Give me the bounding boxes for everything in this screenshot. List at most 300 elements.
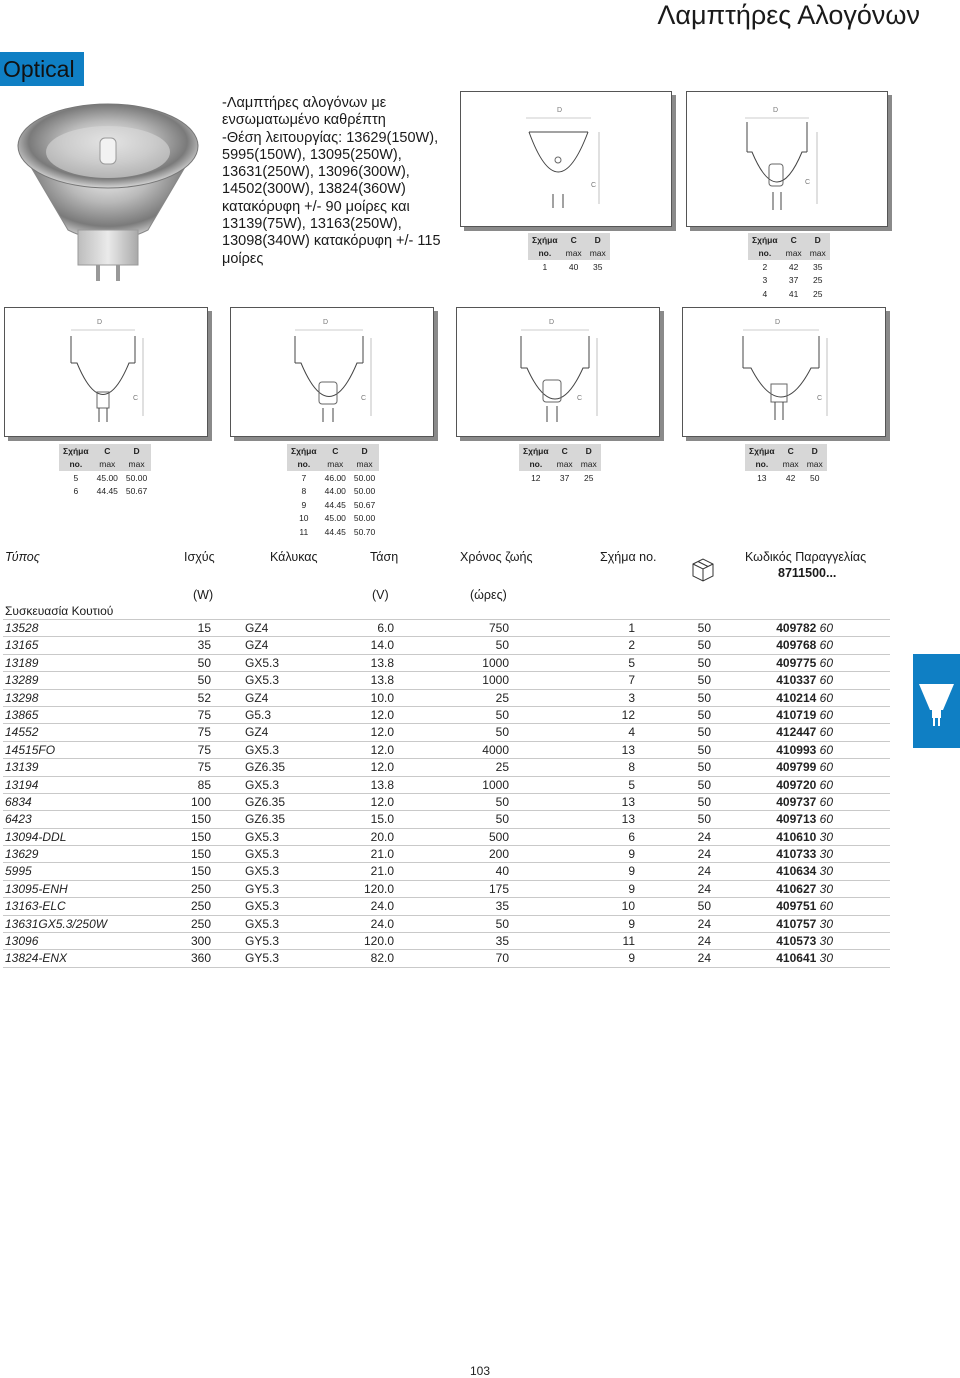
cell-packaging: 50: [697, 899, 711, 914]
spec-no-header: no.: [287, 458, 321, 472]
dim-label-d: D: [557, 107, 563, 114]
cell-power: 75: [197, 760, 211, 775]
spec-figure-header: Σχήμα: [528, 233, 562, 247]
cell-type: 13163-ELC: [5, 899, 66, 914]
cell-base: GY5.3: [245, 951, 280, 966]
cell-power: 100: [190, 794, 211, 809]
spec-table-2: [748, 233, 830, 301]
spec-max: max: [350, 458, 379, 472]
cell-power: 15: [197, 621, 211, 635]
order-code: 409737: [776, 794, 817, 809]
spec-max: max: [553, 458, 577, 472]
cell-base: GX5.3: [245, 655, 280, 670]
cell-voltage: 120.0: [363, 881, 394, 896]
order-suffix: 60: [819, 760, 833, 775]
spec-cell: 42: [788, 261, 799, 272]
cell-order-code: [753, 760, 833, 774]
cell-type: 13095-ENH: [5, 881, 68, 896]
spec-cell: 6: [73, 486, 79, 497]
order-code: 410610: [776, 829, 817, 844]
spec-figure-header: Σχήμα: [59, 444, 93, 458]
cell-figure: 13: [621, 742, 635, 757]
cell-voltage: 120.0: [363, 934, 394, 949]
cell-figure: 9: [628, 881, 635, 896]
header-order-code: Κωδικός Παραγγελίας: [745, 550, 867, 564]
cell-order-code: [753, 882, 833, 896]
table-row: [3, 845, 890, 862]
cell-type: 13096: [5, 934, 39, 949]
cell-power: 75: [197, 725, 211, 740]
cell-figure: 5: [628, 655, 635, 670]
spec-cell: 3: [762, 275, 768, 286]
dim-label-d: D: [775, 319, 781, 326]
cell-voltage: 12.0: [370, 725, 394, 740]
table-row: [3, 915, 890, 932]
cell-order-code: [753, 864, 833, 878]
cell-base: GZ4: [245, 638, 269, 653]
spec-cell: 7: [301, 472, 307, 483]
spec-cell: 1: [542, 261, 548, 272]
cell-power: 50: [197, 655, 211, 670]
cell-order-code: [753, 795, 833, 809]
spec-figure-header: Σχήμα: [287, 444, 321, 458]
cell-life: 70: [495, 951, 509, 966]
table-row: [3, 689, 890, 706]
table-row: [3, 949, 890, 967]
cell-life: 1000: [482, 673, 509, 688]
cell-power: 75: [197, 707, 211, 722]
table-row: [3, 741, 890, 758]
dim-label-d: D: [323, 319, 329, 326]
order-code: 410993: [776, 742, 817, 757]
cell-order-code: [753, 778, 833, 792]
cell-order-code: [753, 812, 833, 826]
header-voltage-unit: (V): [372, 588, 389, 602]
order-suffix: 60: [819, 725, 833, 740]
dim-label-c: C: [133, 395, 139, 402]
cell-type: 13189: [5, 655, 39, 670]
order-code: 410573: [776, 934, 817, 949]
cell-figure: 7: [628, 673, 635, 688]
cell-base: G5.3: [245, 707, 272, 722]
spec-cell: 41: [788, 288, 799, 299]
cell-order-code: [753, 656, 833, 670]
cell-voltage: 20.0: [370, 829, 394, 844]
section-title: Optical: [0, 52, 84, 86]
cell-figure: 8: [628, 760, 635, 775]
cell-power: 150: [190, 847, 211, 862]
cell-figure: 9: [628, 951, 635, 966]
order-suffix: 60: [819, 812, 833, 827]
cell-packaging: 24: [697, 864, 711, 879]
spec-no-header: no.: [59, 458, 93, 472]
spec-no-header: no.: [528, 247, 562, 261]
dim-label-c: C: [361, 395, 367, 402]
cell-order-code: [753, 621, 833, 635]
spec-max: max: [779, 458, 803, 472]
cell-order-code: [753, 691, 833, 705]
table-row: [3, 810, 890, 827]
order-suffix: 30: [819, 934, 833, 949]
cell-packaging: 50: [697, 621, 711, 635]
dim-label-d: D: [97, 319, 103, 326]
cell-packaging: 24: [697, 934, 711, 949]
spec-table-1: [528, 233, 610, 274]
order-code: 409782: [776, 621, 817, 635]
cell-figure: 3: [628, 690, 635, 705]
cell-voltage: 21.0: [370, 864, 394, 879]
cell-power: 300: [190, 934, 211, 949]
cell-figure: 5: [628, 777, 635, 792]
cell-power: 250: [190, 916, 211, 931]
cell-life: 40: [495, 864, 509, 879]
cell-type: 5995: [5, 864, 32, 879]
cell-power: 250: [190, 881, 211, 896]
spec-d-header: D: [122, 444, 151, 458]
cell-power: 85: [197, 777, 211, 792]
dim-label-c: C: [817, 395, 823, 402]
dim-label-d: D: [549, 319, 555, 326]
cell-life: 25: [495, 760, 509, 775]
spec-cell: 45.00: [96, 472, 118, 483]
category-tab: [913, 654, 960, 748]
cell-life: 4000: [482, 742, 509, 757]
order-code: 410337: [776, 673, 817, 688]
table-row: [3, 636, 890, 653]
spec-cell: 11: [299, 526, 309, 537]
cell-figure: 9: [628, 847, 635, 862]
table-row: [3, 654, 890, 671]
order-code: 409751: [776, 899, 817, 914]
spec-cell: 12: [531, 472, 541, 483]
diagram-panel-3: [4, 307, 208, 437]
spec-max: max: [806, 247, 830, 261]
table-row: [3, 932, 890, 949]
description-line: -Λαμπτήρες αλογόνων με ενσωματωμένο καθρέπτη: [222, 95, 387, 129]
cell-voltage: 13.8: [370, 777, 394, 792]
dim-label-c: C: [577, 395, 583, 402]
cell-packaging: 50: [697, 760, 711, 775]
header-life-unit: (ώρες): [470, 588, 507, 602]
table-row: [3, 706, 890, 723]
order-suffix: 30: [819, 881, 833, 896]
cell-figure: 13: [621, 812, 635, 827]
order-suffix: 60: [819, 742, 833, 757]
cell-voltage: 82.0: [370, 951, 394, 966]
spec-cell: 50.00: [125, 472, 148, 483]
cell-packaging: 50: [697, 725, 711, 740]
diagram-panel-4: [230, 307, 434, 437]
table-row: [3, 793, 890, 810]
header-life: Χρόνος ζωής: [460, 550, 533, 564]
cell-order-code: [753, 951, 833, 965]
cell-base: GX5.3: [245, 916, 280, 931]
order-suffix: 60: [819, 690, 833, 705]
spec-max: max: [93, 458, 122, 472]
spec-d-header: D: [806, 233, 830, 247]
header-voltage: Τάση: [370, 550, 399, 564]
cell-base: GZ4: [245, 725, 269, 740]
table-row: [3, 619, 890, 636]
spec-cell: 44.00: [324, 486, 346, 497]
spec-cell: 46.00: [324, 472, 346, 483]
cell-type: 13631GX5.3/250W: [5, 916, 108, 931]
cell-life: 25: [495, 690, 509, 705]
cell-packaging: 24: [697, 847, 711, 862]
diagram-panel-1: [460, 91, 672, 227]
spec-d-header: D: [350, 444, 379, 458]
cell-power: 250: [190, 899, 211, 914]
dim-label-c: C: [591, 182, 597, 189]
cell-packaging: 50: [697, 777, 711, 792]
cell-voltage: 13.8: [370, 655, 394, 670]
spec-c-header: C: [562, 233, 586, 247]
cell-life: 50: [495, 725, 509, 740]
cell-base: GZ6.35: [245, 812, 286, 827]
cell-base: GX5.3: [245, 847, 280, 862]
description-line: -Θέση λειτουργίας: 13629(150W), 5995(150W), 13095(250W), 13631(250W), 13096(300W), 14502(300W), 13824(360W) κατακόρυφη +/- 90 μοίρες και 13139(75W), 13163(250W), 13098(340W) κατακόρυφη +/- 115 μοίρες: [222, 129, 441, 267]
spec-cell: 42: [785, 472, 796, 483]
header-packaging: Συσκευασία Κουτιού: [5, 604, 114, 618]
spec-cell: 50.67: [125, 486, 148, 497]
spec-cell: 44.45: [324, 526, 346, 537]
cell-voltage: 15.0: [370, 812, 394, 827]
header-power: Ισχύς: [184, 550, 215, 564]
cell-packaging: 50: [697, 812, 711, 827]
table-row: [3, 897, 890, 914]
spec-cell: 35: [812, 261, 823, 272]
halogen-lamp-icon: [913, 654, 960, 748]
spec-max: max: [586, 247, 610, 261]
cell-life: 50: [495, 707, 509, 722]
spec-c-header: C: [553, 444, 577, 458]
cell-type: 13165: [5, 638, 39, 653]
header-type: Τύπος: [5, 550, 40, 564]
spec-d-header: D: [577, 444, 601, 458]
order-code: 410634: [776, 864, 817, 879]
spec-max: max: [562, 247, 586, 261]
spec-cell: 25: [812, 275, 823, 286]
spec-max: max: [122, 458, 151, 472]
spec-cell: 2: [762, 261, 768, 272]
cell-order-code: [753, 743, 833, 757]
spec-cell: 10: [299, 513, 309, 524]
header-order-prefix: 8711500...: [778, 566, 837, 580]
order-suffix: 30: [819, 864, 833, 879]
order-code: 410214: [776, 690, 817, 705]
cell-base: GX5.3: [245, 673, 280, 688]
table-row: [3, 880, 890, 897]
lamp-photo: [8, 90, 208, 285]
cell-base: GX5.3: [245, 742, 280, 757]
cell-base: GX5.3: [245, 829, 280, 844]
spec-figure-header: Σχήμα: [748, 233, 782, 247]
cell-base: GZ6.35: [245, 760, 286, 775]
spec-cell: 50.00: [353, 513, 376, 524]
cell-type: 13094-DDL: [5, 829, 67, 844]
diagram-panel-2: [686, 91, 888, 227]
table-row: [3, 723, 890, 740]
cell-packaging: 24: [697, 951, 711, 966]
order-suffix: 30: [819, 916, 833, 931]
cell-type: 6834: [5, 794, 32, 809]
spec-cell: 50.67: [353, 499, 376, 510]
spec-c-header: C: [782, 233, 806, 247]
spec-max: max: [321, 458, 350, 472]
spec-figure-header: Σχήμα: [519, 444, 553, 458]
order-suffix: 60: [819, 621, 833, 635]
cell-packaging: 50: [697, 673, 711, 688]
spec-d-header: D: [586, 233, 610, 247]
cell-figure: 6: [628, 829, 635, 844]
cell-figure: 12: [621, 707, 635, 722]
cell-voltage: 14.0: [370, 638, 394, 653]
cell-figure: 11: [622, 934, 635, 949]
cell-type: 13289: [5, 673, 39, 688]
order-code: 410627: [776, 881, 817, 896]
box-package-icon: [690, 556, 716, 587]
cell-order-code: [753, 934, 833, 948]
header-figure: Σχήμα no.: [600, 550, 657, 564]
cell-figure: 4: [628, 725, 635, 740]
spec-max: max: [803, 458, 827, 472]
description: [222, 95, 460, 268]
dim-label-c: C: [805, 179, 811, 186]
cell-figure: 1: [628, 621, 635, 635]
spec-cell: 40: [568, 261, 579, 272]
page-number: 103: [469, 1364, 491, 1378]
cell-voltage: 12.0: [370, 794, 394, 809]
cell-packaging: 50: [697, 655, 711, 670]
spec-cell: 50.00: [353, 472, 376, 483]
order-suffix: 60: [819, 638, 833, 653]
cell-power: 360: [190, 951, 211, 966]
cell-type: 14552: [5, 725, 39, 740]
order-suffix: 30: [819, 951, 833, 966]
cell-base: GY5.3: [245, 934, 280, 949]
spec-no-header: no.: [745, 458, 779, 472]
order-suffix: 60: [819, 673, 833, 688]
cell-power: 50: [197, 673, 211, 688]
spec-cell: 9: [301, 499, 307, 510]
cell-packaging: 24: [697, 881, 711, 896]
cell-life: 175: [488, 881, 509, 896]
cell-power: 75: [197, 742, 211, 757]
cell-order-code: [753, 917, 833, 931]
cell-base: GX5.3: [245, 777, 280, 792]
cell-life: 35: [495, 934, 509, 949]
header-base: Κάλυκας: [270, 550, 318, 564]
cell-base: GZ6.35: [245, 794, 286, 809]
cell-life: 200: [488, 847, 509, 862]
spec-figure-header: Σχήμα: [745, 444, 779, 458]
order-code: 409720: [776, 777, 817, 792]
spec-c-header: C: [93, 444, 122, 458]
order-code: 410641: [776, 951, 817, 966]
cell-packaging: 50: [697, 690, 711, 705]
order-suffix: 30: [819, 829, 833, 844]
order-code: 409799: [776, 760, 817, 775]
order-code: 410719: [776, 707, 817, 722]
cell-type: 6423: [5, 812, 32, 827]
cell-voltage: 10.0: [370, 690, 394, 705]
cell-packaging: 24: [697, 829, 711, 844]
spec-no-header: no.: [519, 458, 553, 472]
cell-life: 50: [495, 916, 509, 931]
cell-base: GZ4: [245, 690, 269, 705]
cell-voltage: 24.0: [370, 916, 394, 931]
cell-power: 150: [190, 812, 211, 827]
cell-power: 35: [197, 638, 211, 653]
spec-cell: 50.00: [353, 486, 376, 497]
cell-power: 52: [197, 690, 211, 705]
cell-life: 50: [495, 794, 509, 809]
spec-cell: 25: [812, 288, 823, 299]
order-code: 410733: [776, 847, 817, 862]
cell-order-code: [753, 638, 833, 652]
cell-power: 150: [190, 864, 211, 879]
table-row: [3, 862, 890, 879]
cell-type: 13824-ENX: [5, 951, 68, 966]
diagram-panel-5: [456, 307, 660, 437]
cell-life: 500: [488, 829, 509, 844]
diagram-panel-6: [682, 307, 886, 437]
order-code: 409768: [776, 638, 817, 653]
cell-voltage: 24.0: [370, 899, 394, 914]
order-suffix: 60: [819, 794, 833, 809]
spec-cell: 45.00: [324, 513, 346, 524]
spec-cell: 35: [592, 261, 603, 272]
cell-type: 13865: [5, 707, 39, 722]
cell-figure: 9: [628, 916, 635, 931]
spec-max: max: [577, 458, 601, 472]
spec-table-6: [745, 444, 827, 485]
cell-packaging: 24: [697, 916, 711, 931]
spec-no-header: no.: [748, 247, 782, 261]
table-row: [3, 758, 890, 775]
cell-type: 13528: [5, 621, 39, 635]
cell-type: 13298: [5, 690, 39, 705]
cell-life: 1000: [482, 655, 509, 670]
spec-cell: 25: [583, 472, 594, 483]
header-power-unit: (W): [193, 588, 214, 602]
table-row: [3, 828, 890, 845]
cell-base: GY5.3: [245, 881, 280, 896]
cell-voltage: 12.0: [370, 742, 394, 757]
order-code: 412447: [776, 725, 817, 740]
cell-life: 35: [495, 899, 509, 914]
cell-voltage: 21.0: [370, 847, 394, 862]
cell-figure: 2: [628, 638, 635, 653]
order-code: 409713: [776, 812, 817, 827]
cell-base: GX5.3: [245, 899, 280, 914]
spec-cell: 44.45: [96, 486, 118, 497]
spec-table-5: [519, 444, 601, 485]
cell-figure: 10: [621, 899, 635, 914]
cell-voltage: 13.8: [370, 673, 394, 688]
cell-type: 13194: [5, 777, 39, 792]
spec-c-header: C: [321, 444, 350, 458]
cell-voltage: 6.0: [377, 621, 394, 635]
cell-life: 50: [495, 812, 509, 827]
cell-voltage: 12.0: [370, 760, 394, 775]
cell-power: 150: [190, 829, 211, 844]
spec-cell: 13: [757, 472, 767, 483]
cell-packaging: 50: [697, 638, 711, 653]
order-suffix: 60: [819, 707, 833, 722]
spec-table-4: [287, 444, 379, 539]
cell-order-code: [753, 899, 833, 913]
